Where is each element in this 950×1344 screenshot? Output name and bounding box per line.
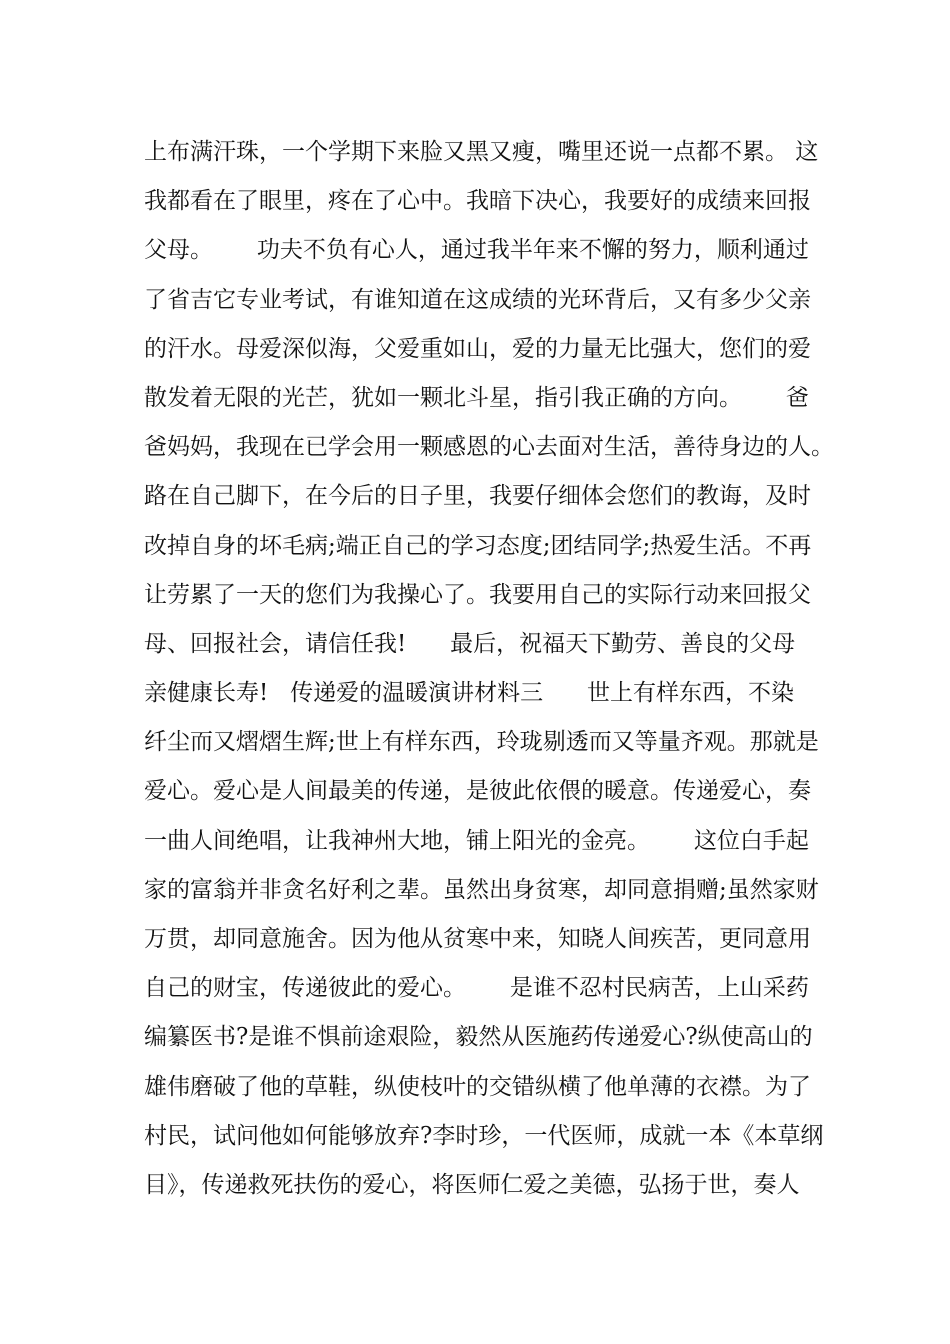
text-line: 爸妈妈，我现在已学会用一颗感恩的心去面对生活，善待身边的人。 [144,434,834,461]
text-line: 编纂医书?是谁不惧前途艰险，毅然从医施药传递爱心?纵使高山的 [144,1024,813,1051]
text-line: 爱心。爱心是人间最美的传递，是彼此依偎的暖意。传递爱心，奏 [144,778,811,805]
text-line: 让劳累了一天的您们为我操心了。我要用自己的实际行动来回报父 [144,581,811,608]
text-line: 了省吉它专业考试，有谁知道在这成绩的光环背后，又有多少父亲 [144,286,811,313]
text-line: 自己的财宝，传递彼此的爱心。 是谁不忍村民病苦，上山采药 [144,975,809,1002]
text-line: 路在自己脚下，在今后的日子里，我要仔细体会您们的教诲，及时 [144,483,811,510]
text-line: 的汗水。母爱深似海，父爱重如山，爱的力量无比强大，您们的爱 [144,335,811,362]
text-line: 目》，传递救死扶伤的爱心，将医师仁爱之美德，弘扬于世，奏人 [144,1171,800,1198]
text-line: 亲健康长寿! 传递爱的温暖演讲材料三 世上有样东西，不染 [144,680,795,707]
text-line: 一曲人间绝唱，让我神州大地，铺上阳光的金亮。 这位白手起 [144,827,809,854]
text-line: 父母。 功夫不负有心人，通过我半年来不懈的努力，顺利通过 [144,237,809,264]
body-text [144,128,834,1210]
text-line: 改掉自身的坏毛病;端正自己的学习态度;团结同学;热爱生活。不再 [144,532,812,559]
text-line: 家的富翁并非贪名好利之辈。虽然出身贫寒，却同意捐赠;虽然家财 [144,876,819,903]
text-line: 万贯，却同意施舍。因为他从贫寒中来，知晓人间疾苦，更同意用 [144,926,811,952]
text-line: 母、回报社会，请信任我! 最后，祝福天下勤劳、善良的父母 [144,630,796,657]
text-line: 村民，试问他如何能够放弃?李时珍，一代医师，成就一本《本草纲 [144,1122,824,1149]
text-line: 我都看在了眼里，疼在了心中。我暗下决心，我要好的成绩来回报 [144,188,811,215]
text-line: 纤尘而又熠熠生辉;世上有样东西，玲珑剔透而又等量齐观。那就是 [144,729,819,756]
text-line: 散发着无限的光芒，犹如一颗北斗星，指引我正确的方向。 爸 [144,384,809,411]
text-line: 雄伟磨破了他的草鞋，纵使枝叶的交错纵横了他单薄的衣襟。为了 [144,1073,811,1100]
text-line: 上布满汗珠，一个学期下来脸又黑又瘦，嘴里还说一点都不累。 这 [144,139,819,165]
